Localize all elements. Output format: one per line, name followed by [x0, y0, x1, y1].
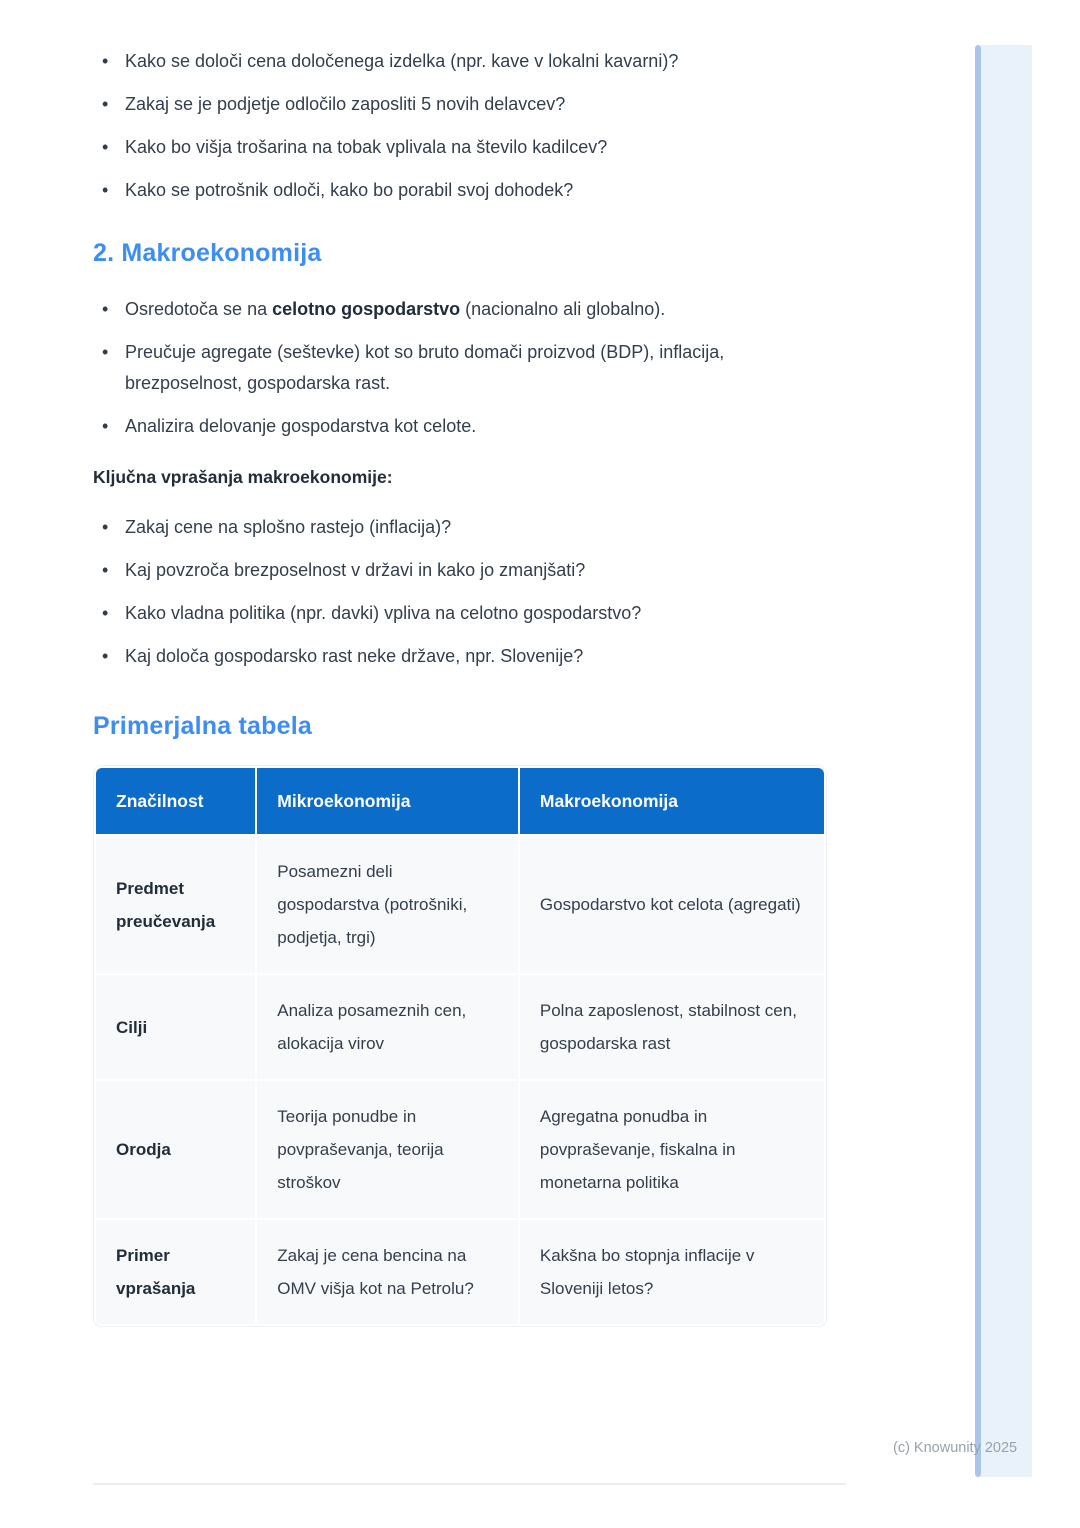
list-item [93, 175, 827, 206]
table-row [96, 1220, 824, 1324]
table-cell-label: Primer vprašanja [96, 1220, 255, 1324]
table-header-micro: Mikroekonomija [257, 768, 518, 834]
list-item-text: Kako se določi cena določenega izdelka (npr. kave v lokalni kavarni)? [125, 51, 679, 71]
table-cell-micro: Teorija ponudbe in povpraševanja, teorija stroškov [257, 1081, 518, 1218]
macro-description-list [93, 294, 827, 442]
table-cell-label: Cilji [96, 975, 255, 1079]
right-page-edge-panel [981, 45, 1032, 1477]
list-item-text: Zakaj se je podjetje odločilo zaposliti 5 novih delavcev? [125, 94, 566, 114]
list-item [93, 641, 827, 672]
list-item-text: (nacionalno ali globalno). [460, 299, 666, 319]
comparison-table [94, 766, 826, 1326]
macro-questions-list [93, 512, 827, 672]
table-cell-label: Predmet preučevanja [96, 836, 255, 973]
micro-questions-list [93, 46, 827, 206]
table-cell-macro: Kakšna bo stopnja inflacije v Sloveniji letos? [520, 1220, 824, 1324]
list-item-text: Osredotoča se na [125, 299, 273, 319]
table-cell-micro: Posamezni deli gospodarstva (potrošniki, podjetja, trgi) [257, 836, 518, 973]
list-item [93, 294, 827, 325]
list-item [93, 555, 827, 586]
list-item-text: Kaj določa gospodarsko rast neke države, npr. Slovenije? [125, 646, 584, 666]
list-item [93, 411, 827, 442]
list-item [93, 512, 827, 543]
copyright-notice: (c) Knowunity 2025 [893, 1440, 1018, 1456]
subheading-key-questions: Ključna vprašanja makroekonomije: [93, 467, 393, 487]
list-item-text: Zakaj cene na splošno rastejo (inflacija)? [125, 517, 452, 537]
table-header-macro: Makroekonomija [520, 768, 824, 834]
list-item [93, 598, 827, 629]
list-item [93, 46, 827, 77]
table-cell-macro: Polna zaposlenost, stabilnost cen, gospodarska rast [520, 975, 824, 1079]
list-item-text: Kako se potrošnik odloči, kako bo porabil svoj dohodek? [125, 180, 574, 200]
list-item-text: Analizira delovanje gospodarstva kot celote. [125, 416, 477, 436]
list-item [93, 337, 827, 399]
table-row [96, 1081, 824, 1218]
table-row [96, 975, 824, 1079]
list-item-bold-text: celotno gospodarstvo [272, 299, 461, 319]
section-heading-makroekonomija: 2. Makroekonomija [93, 239, 322, 267]
scrollbar[interactable] [975, 45, 981, 1477]
table-cell-macro: Agregatna ponudba in povpraševanje, fiskalna in monetarna politika [520, 1081, 824, 1218]
list-item-text: Kako vladna politika (npr. davki) vpliva na celotno gospodarstvo? [125, 603, 642, 623]
table-cell-micro: Analiza posameznih cen, alokacija virov [257, 975, 518, 1079]
list-item-text: Kaj povzroča brezposelnost v državi in kako jo zmanjšati? [125, 560, 586, 580]
table-header-row [96, 768, 824, 834]
table-header-feature: Značilnost [96, 768, 255, 834]
list-item-text: Preučuje agregate (seštevke) kot so bruto domači proizvod (BDP), inflacija, brezposelnost, gospodarska rast. [125, 342, 725, 393]
table-row [96, 836, 824, 973]
table-cell-label: Orodja [96, 1081, 255, 1218]
page-divider [93, 1483, 846, 1485]
comparison-table-container [93, 765, 827, 1327]
list-item [93, 89, 827, 120]
table-cell-macro: Gospodarstvo kot celota (agregati) [520, 836, 824, 973]
table-cell-micro: Zakaj je cena bencina na OMV višja kot na Petrolu? [257, 1220, 518, 1324]
section-heading-comparison-table: Primerjalna tabela [93, 712, 312, 740]
document-page [93, 46, 827, 1327]
list-item [93, 132, 827, 163]
list-item-text: Kako bo višja trošarina na tobak vplivala na število kadilcev? [125, 137, 608, 157]
